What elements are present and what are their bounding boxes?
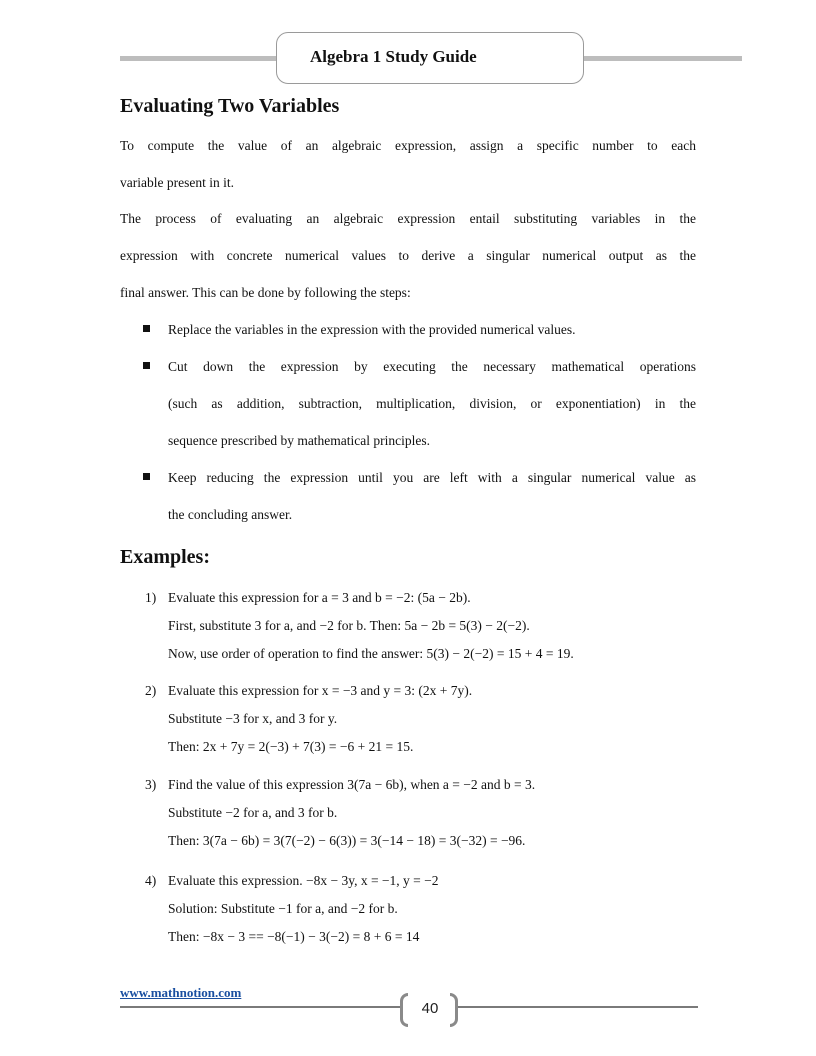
page-number-right-bracket [450,993,458,1027]
bullet-3-line-1: Keep reducing the expression until you are left with a singular numerical value as [168,470,696,485]
bullet-marker [143,325,150,332]
example-4-number: 4) [145,873,157,888]
example-3-line-1: Find the value of this expression 3(7a − 6b), when a = −2 and b = 3. [168,777,536,792]
header-rule-right [584,56,742,61]
example-4-line-1: Evaluate this expression. −8x − 3y, x = −1, y = −2 [168,873,439,888]
intro-line-1: To compute the value of an algebraic expression, assign a specific number to each [120,138,696,153]
process-line-1: The process of evaluating an algebraic expression entail substituting variables in the [120,211,696,226]
bullet-item-2 [168,348,696,459]
example-1-line-3: Now, use order of operation to find the answer: 5(3) − 2(−2) = 15 + 4 = 19. [168,646,574,661]
bullet-1-line-1: Replace the variables in the expression with the provided numerical values. [168,322,576,337]
footer-rule-right [458,1006,698,1008]
bullet-marker [143,362,150,369]
intro-paragraph [120,127,696,201]
example-3-number: 3) [145,777,157,792]
example-2-line-2: Substitute −3 for x, and 3 for y. [168,711,338,726]
page-number-left-bracket [400,993,408,1027]
page-number: 40 [421,1000,439,1017]
section-title: Evaluating Two Variables [120,95,340,117]
intro-line-2: variable present in it. [120,175,234,190]
examples-title: Examples: [120,546,210,568]
example-2-line-3: Then: 2x + 7y = 2(−3) + 7(3) = −6 + 21 = 15. [168,739,414,754]
example-3-line-3: Then: 3(7a − 6b) = 3(7(−2) − 6(3)) = 3(−14 − 18) = 3(−32) = −96. [168,833,526,848]
example-1-number: 1) [145,590,157,605]
footer-rule-left [120,1006,400,1008]
bullet-2-line-1: Cut down the expression by executing the necessary mathematical operations [168,359,696,374]
bullet-2-line-2: (such as addition, subtraction, multiplication, division, or exponentiation) in the [168,396,696,411]
process-paragraph [120,200,696,311]
process-line-3: final answer. This can be done by following the steps: [120,285,411,300]
bullet-3-line-2: the concluding answer. [168,507,293,522]
bullet-marker [143,473,150,480]
header-rule-left [120,56,278,61]
example-2-line-1: Evaluate this expression for x = −3 and y = 3: (2x + 7y). [168,683,473,698]
example-4-line-3: Then: −8x − 3 == −8(−1) − 3(−2) = 8 + 6 = 14 [168,929,420,944]
example-1-line-2: First, substitute 3 for a, and −2 for b. Then: 5a − 2b = 5(3) − 2(−2). [168,618,530,633]
example-1-line-1: Evaluate this expression for a = 3 and b = −2: (5a − 2b). [168,590,471,605]
example-3-line-2: Substitute −2 for a, and 3 for b. [168,805,338,820]
process-line-2: expression with concrete numerical values to derive a singular numerical output as the [120,248,696,263]
example-4-line-2: Solution: Substitute −1 for a, and −2 for b. [168,901,398,916]
bullet-item-3 [168,459,696,533]
bullet-item-1 [168,311,696,348]
bullet-2-line-3: sequence prescribed by mathematical principles. [168,433,431,448]
header-title: Algebra 1 Study Guide [310,47,477,66]
example-2-number: 2) [145,683,157,698]
footer-website-link[interactable]: www.mathnotion.com [120,985,242,1000]
